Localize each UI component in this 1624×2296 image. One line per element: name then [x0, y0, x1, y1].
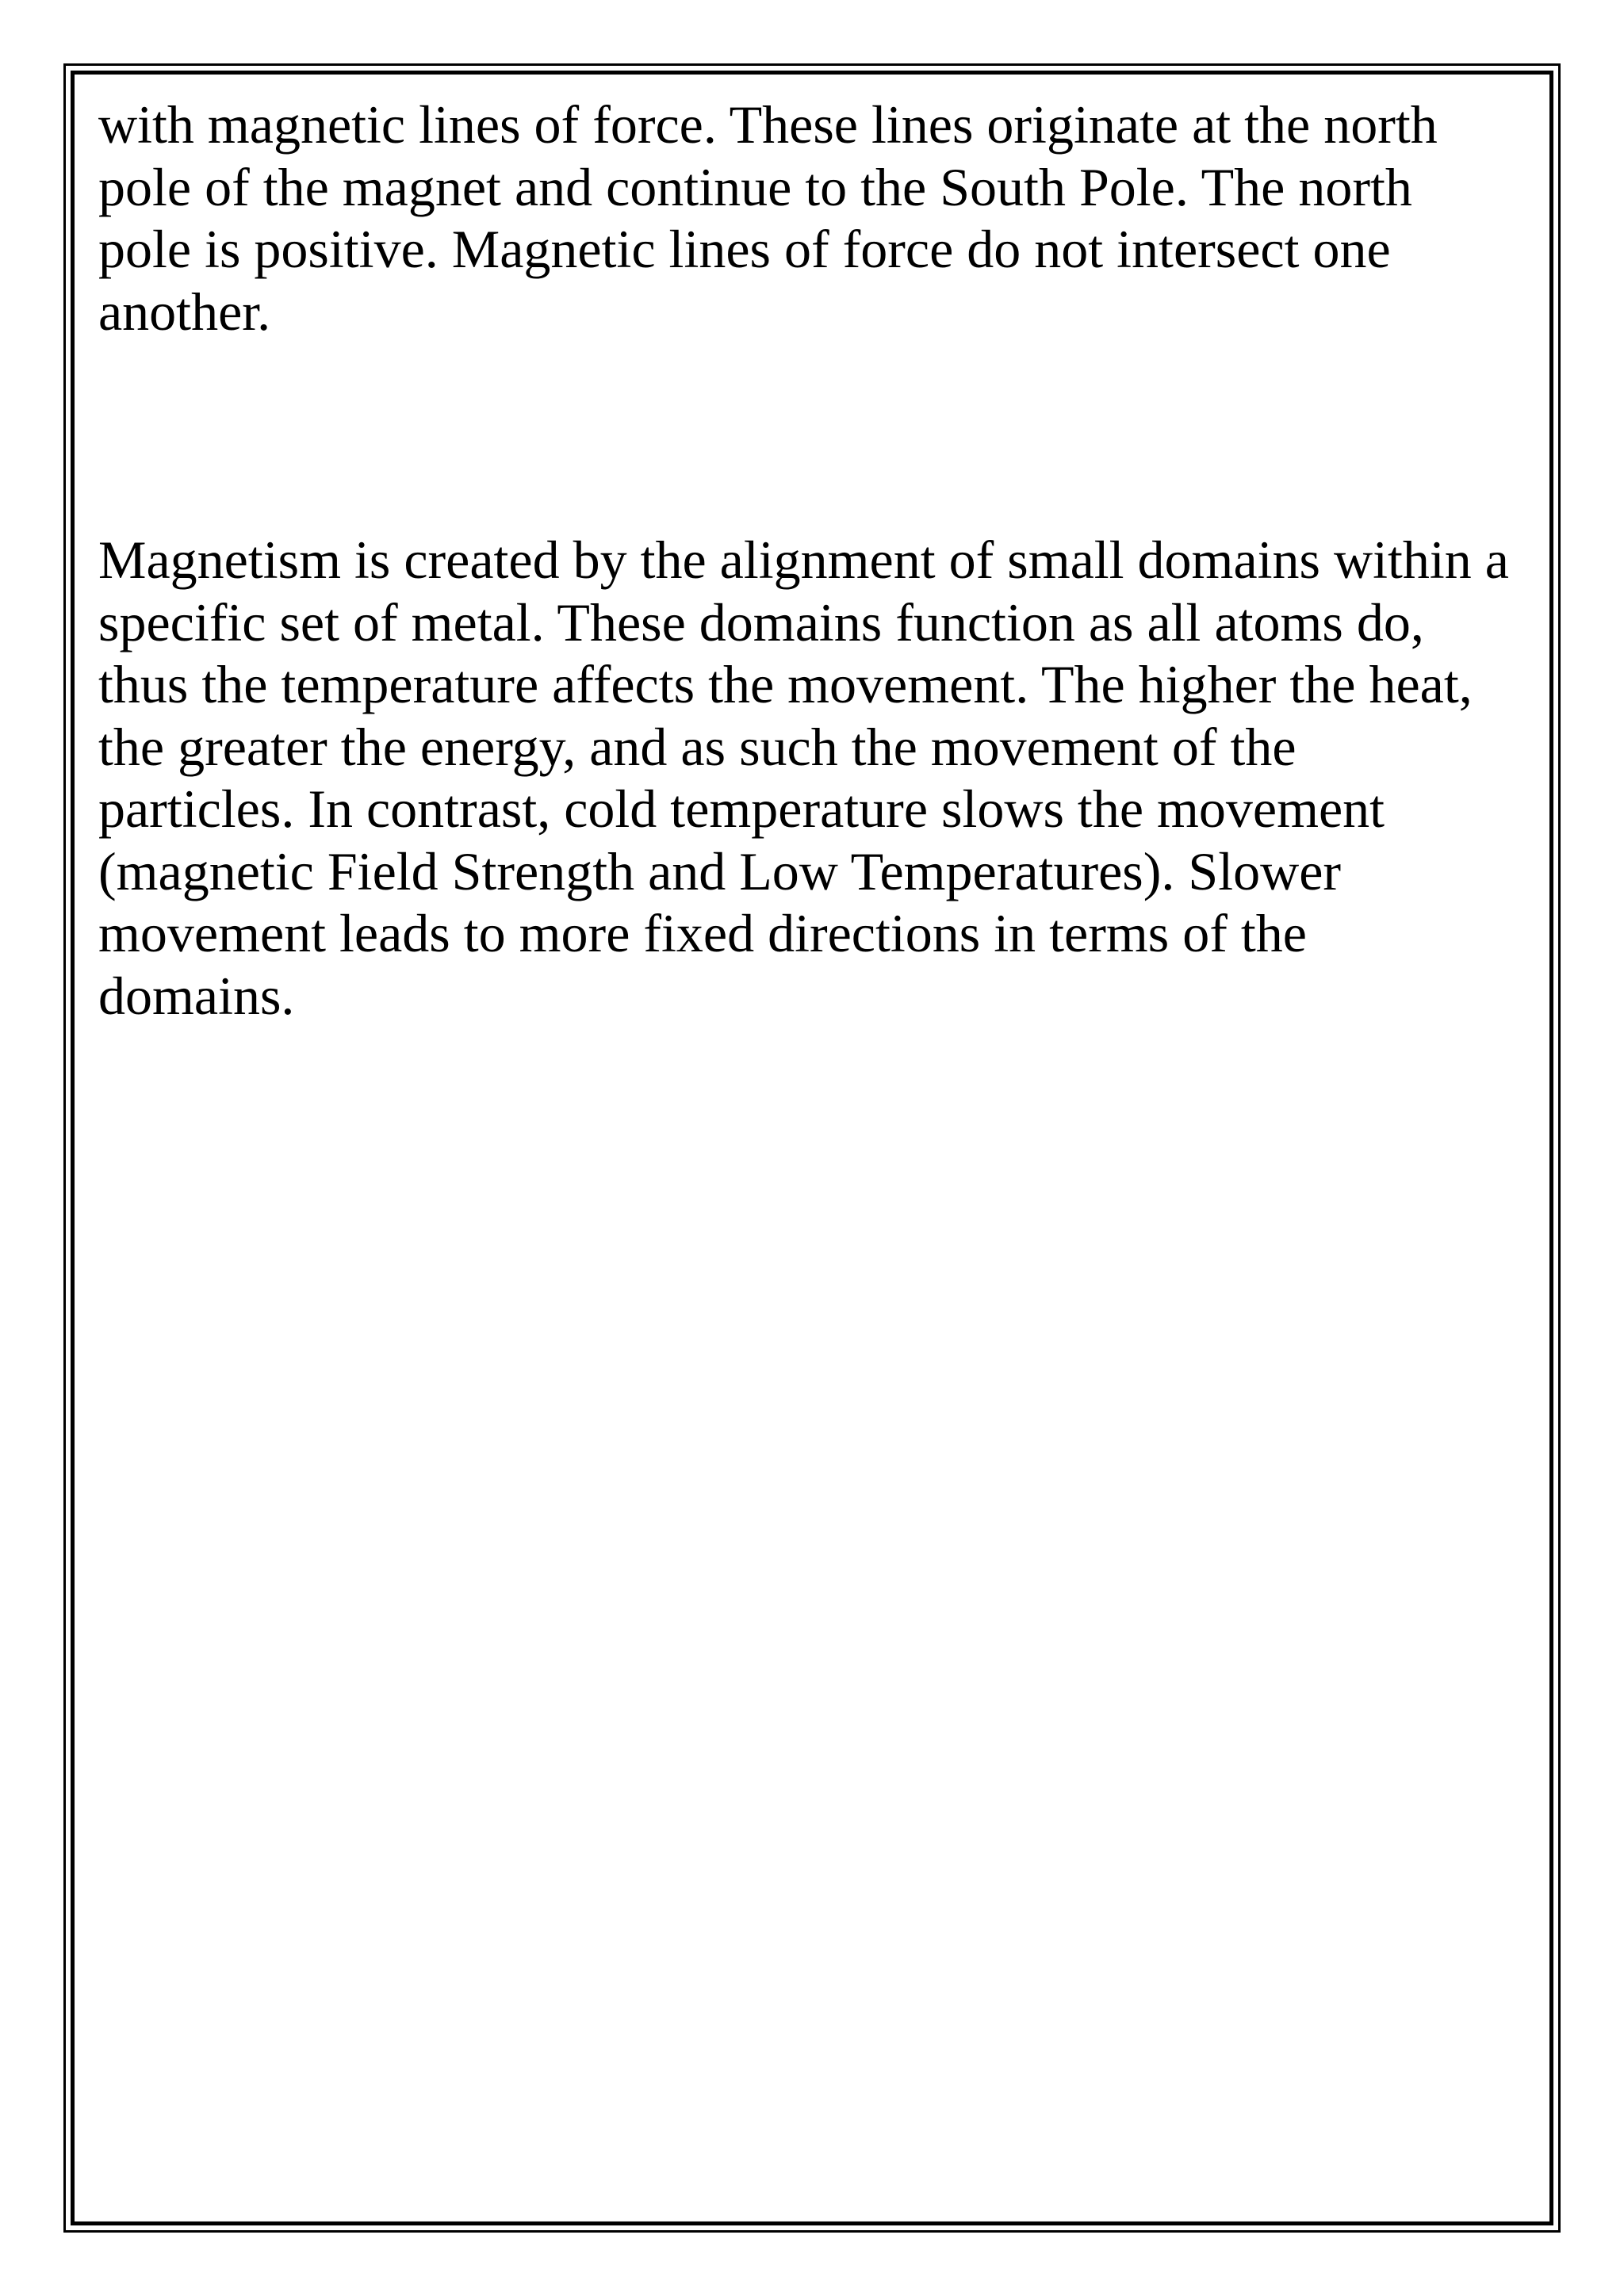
- paragraph-magnetic-lines: with magnetic lines of force. These lines originate at the north pole of the magnet and continue to the South Pole. The north pole is positive. Magnetic lines of force do not intersect one another.: [98, 94, 1438, 342]
- document-body: [98, 94, 1534, 1027]
- paragraph-magnetism-domains: Magnetism is created by the alignment of small domains within a specific set of metal. These domains function as all atoms do, thus the temperature affects the movement. The higher the heat, the greater the energy, and as such the movement of the particles. In contrast, cold temperature slows the movement (magnetic Field Strength and Low Temperatures). Slower movement leads to more fixed directions in terms of the domains.: [98, 530, 1509, 1026]
